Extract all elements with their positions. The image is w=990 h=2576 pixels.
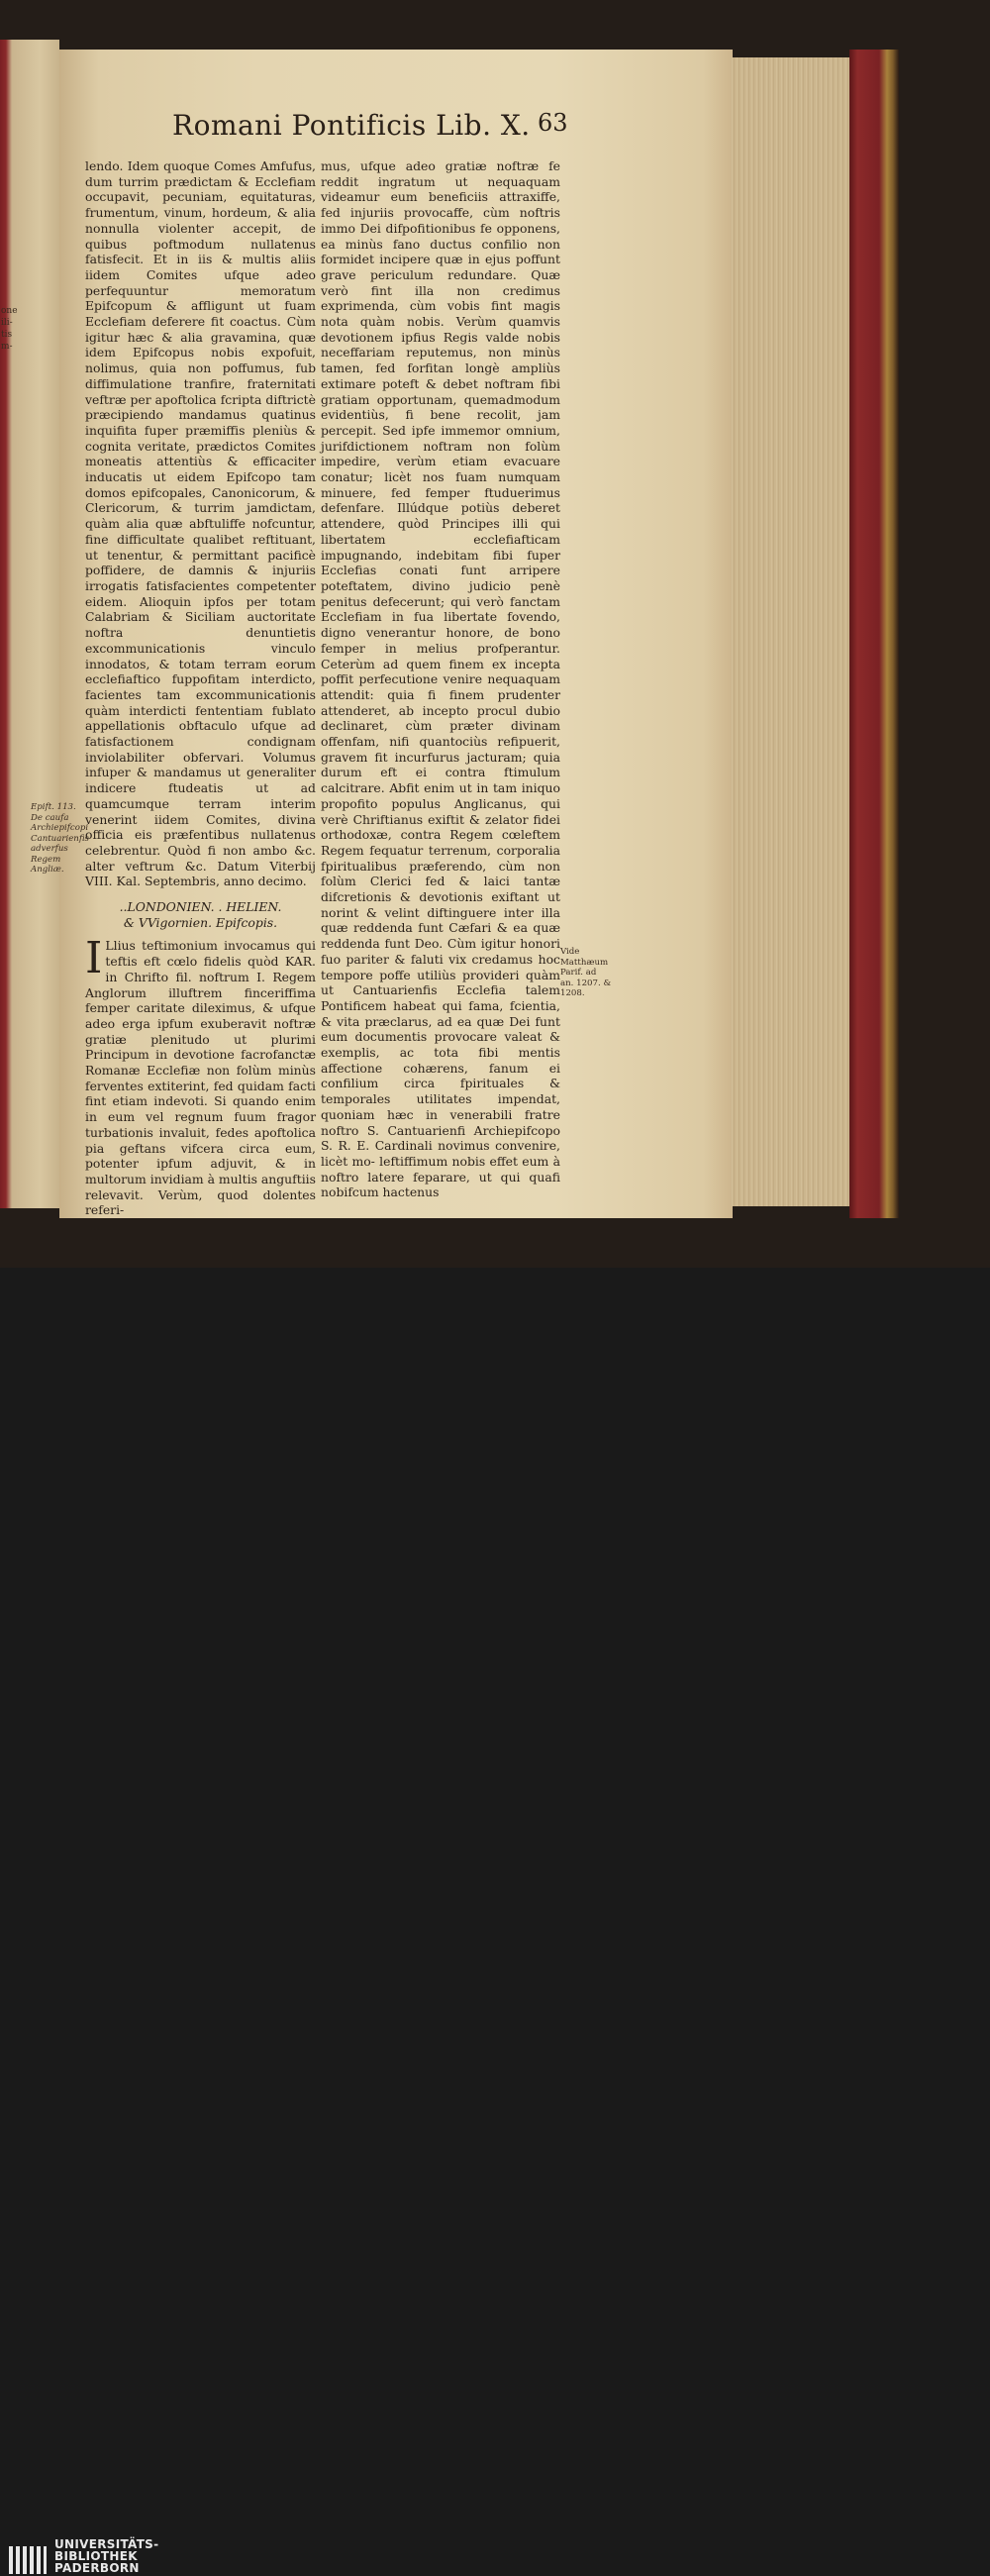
paragraph: mus, ufque adeo gratiæ noftræ fe reddit ingratum ut nequaquam videamur eum beneficiis attraxiffe, fed injuriis provocaffe, cùm noftris immo Dei difpofitionibus fe opponens, ea minùs fano ductus confilio non formidet incipere quæ in ejus poffunt grave periculum redundare. Quæ verò fint illa non credimus exprimenda, cùm vobis fint magis nota quàm nobis. Verùm quamvis devotionem ipfius Regis valde nobis neceffariam reputemus, non minùs tamen, fed forfitan longè ampliùs extimare poteft & debet noftram fibi gratiam opportunam, quemadmodum evidentiùs, fi bene recolit, jam percepit. Sed ipfe immemor omnium, jurifdictionem noftram non folùm impedire, verùm etiam evacuare conatur; licèt nos fuam numquam minuere, fed femper ftuduerimus defenfare. Illúdque potiùs deberet attendere, quòd Principes illi qui libertatem ecclefiafticam impugnando, indebitam fibi fuper Ecclefias conati funt arripere poteftatem, divino judicio penè penitus defecerunt; qui verò fanctam Ecclefiam in fua libertate fovendo, digno venerantur honore, de bono femper in melius profperantur. Ceterùm ad quem finem ex incepta poffit perfecutione venire nequaquam attendit: quia fi finem prudenter attenderet, ab incepto procul dubio declinaret, cùm præter divinam offenfam, nifi quantociùs refipuerit, gravem fit incurfurus jacturam; quia durum eft ei contra ftimulum calcitrare. Abfit enim ut in tam iniquo propofito populus Anglicanus, qui verè Chriftianus exiftit & zelator fidei orthodoxæ, contra Regem cœleftem Regem fequatur terrenum, corporalia fpiritualibus præferendo, cùm non folùm Clerici fed & laici tantæ difcretionis & devotionis exiftant ut norint & velint diftinguere inter illa quæ reddenda funt Cæfari & ea quæ reddenda funt Deo. Cùm igitur honori fuo pariter & faluti vix credamus hoc tempore poffe utiliùs provideri quàm ut Cantuarienfis Ecclefia talem Pontificem habeat qui fama, fcientia, & vita præclarus, ad ea quæ Dei funt eum documentis provocare valeat & exemplis, ac tota fibi mentis affectione cohærens, fanum ei confilium circa fpirituales & temporales utilitates impendat, quoniam hæc in venerabili fratre noftro S. Cantuarienfi Archiepifcopo S. R. E. Cardinali novimus convenire, licèt mo- leftiffimum nobis effet eum à noftro latere feparare, ut qui quafi nobifcum hactenus	[321, 158, 560, 1200]
library-logo-icon	[8, 2544, 48, 2576]
text-column-left	[85, 158, 316, 1218]
library-logo-text	[54, 2538, 158, 2574]
margin-note-left: Epift. 113. De caufa Archiepifcopi Cantuarienfis adverfus Regem Angliæ.	[31, 802, 89, 875]
logo-line: BIBLIOTHEK	[54, 2549, 138, 2563]
left-page-edge	[0, 40, 59, 1208]
drop-capital: I	[85, 933, 103, 984]
running-header-title: Romani Pontificis Lib. X.	[172, 109, 531, 142]
left-page-margin-note: one ili- tis m-	[1, 306, 18, 352]
paragraph	[85, 933, 316, 1218]
heading-line: & VVigornien. Epifcopis.	[123, 914, 278, 930]
book-cover	[849, 50, 899, 1218]
letter-address-heading	[85, 899, 316, 930]
book-scan	[0, 0, 990, 1268]
heading-line: ..LONDONIEN. . HELIEN.	[119, 899, 282, 915]
logo-line: UNIVERSITÄTS-	[54, 2537, 159, 2551]
paragraph: lendo. Idem quoque Comes Amfufus, dum turrim prædictam & Ecclefiam occupavit, pecuniam, equitaturas, frumentum, vinum, hordeum, & alia nonnulla violenter accepit, de quibus poftmodum nullatenus fatisfecit. Et in iis & multis aliis iidem Comites ufque adeo perfequuntur memoratum Epifcopum & affligunt ut fuam Ecclefiam deferere fit coactus. Cùm igitur hæc & alia gravamina, quæ idem Epifcopus nobis expofuit, nolimus, quia non poffumus, fub diffimulatione tranfire, fraternitati veftræ per apoftolica fcripta diftrictè præcipiendo mandamus quatinus inquifita fuper præmiffis pleniùs & cognita veritate, prædictos Comites moneatis attentiùs & efficaciter inducatis ut eidem Epifcopo tam domos epifcopales, Canonicorum, & Clericorum, & turrim jamdictam, quàm alia quæ abftuliffe nofcuntur, fine difficultate qualibet reftituant, ut tenentur, & permittant pacificè poffidere, de damnis & injuriis irrogatis fatisfacientes competenter eidem. Alioquin ipfos per totam Calabriam & Siciliam auctoritate noftra denuntietis excommunicationis vinculo innodatos, & totam terram eorum ecclefiaftico fuppofitam interdicto, facientes tam excommunicationis quàm interdicti fententiam fublato appellationis obftaculo ufque ad fatisfactionem condignam inviolabiliter obfervari. Volumus infuper & mandamus ut generaliter indicere ftudeatis ut ad quamcumque terram interim venerint iidem Comites, divina officia eis præfentibus nullatenus celebrentur. Quòd fi non ambo &c. alter veftrum &c. Datum Viterbij VIII. Kal. Septembris, anno decimo.	[85, 158, 316, 889]
text-column-right	[321, 158, 560, 1200]
logo-line: PADERBORN	[54, 2561, 140, 2575]
margin-note-right: Vide Matthæum Parif. ad an. 1207. & 1208.	[560, 947, 612, 998]
page-number: 63	[538, 109, 568, 137]
page-block-edge	[731, 57, 851, 1206]
footer-bar	[0, 1268, 990, 2575]
paragraph-text: Llius teftimonium invocamus qui teftis eft cœlo fidelis quòd KAR. in Chrifto fil. noftrum I. Regem Anglorum illuftrem finceriffima femper caritate dileximus, & ufque adeo erga ipfum exuberavit noftræ gratiæ plenitudo ut plurimi Principum in devotione facrofanctæ Romanæ Ecclefiæ non folùm minùs ferventes extiterint, fed quidam facti fint etiam indevoti. Si quando enim in eum vel regnum fuum fragor turbationis invaluit, fedes apoftolica pia geftans vifcera circa eum, potenter ipfum adjuvit, & in multorum invidiam à multis anguftiis relevavit. Verùm, quod dolentes referi-	[85, 938, 316, 1218]
